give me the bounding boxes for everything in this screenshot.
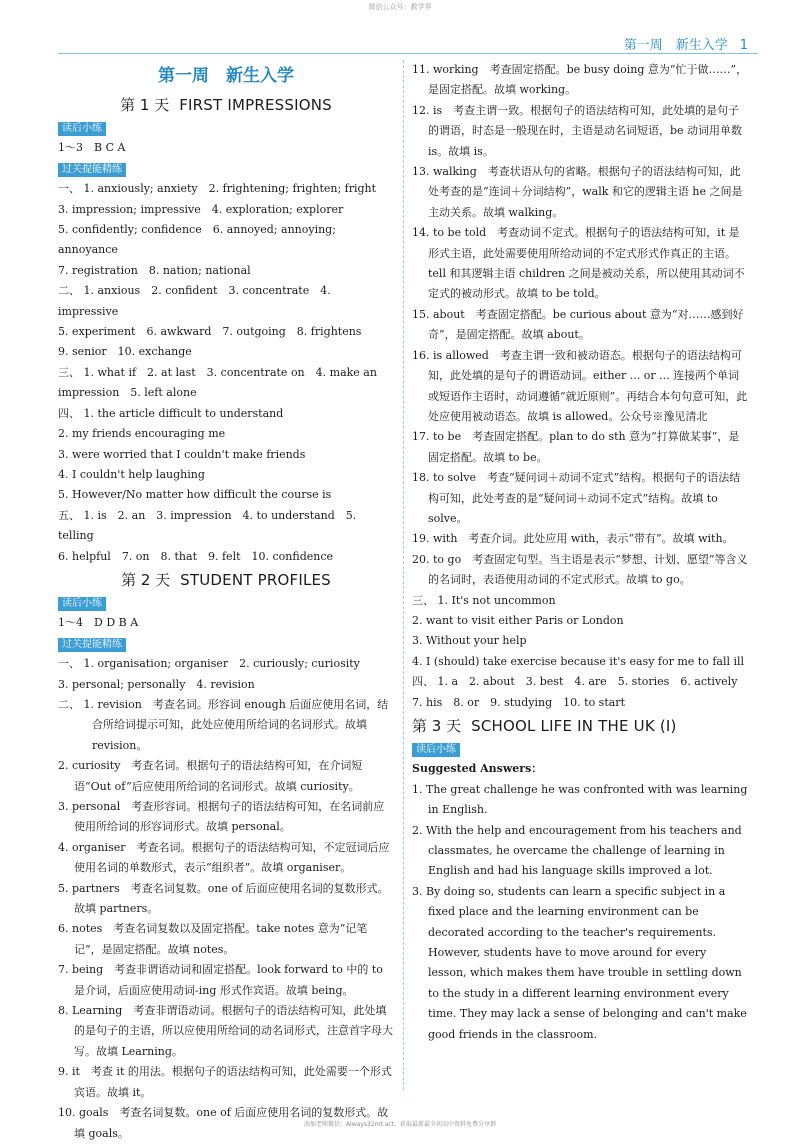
day1-line: 5. experiment 6. awkward 7. outgoing 8. frightens bbox=[58, 325, 362, 339]
day1-line: 5. However/No matter how difficult the course is bbox=[58, 488, 332, 502]
day2-item: 10. goals 考查名词复数。one of 后面应使用名词的复数形式。故填 goals。 bbox=[58, 1106, 389, 1140]
day2-item: 6. notes 考查名词复数以及固定搭配。take notes 意为“记笔记”，是固定搭配。故填 notes。 bbox=[58, 922, 368, 956]
day2-line: 4. I (should) take exercise because it's easy for me to fall ill bbox=[412, 654, 745, 668]
day2-item: 7. being 考查非谓语动词和固定搭配。look forward to 中的 to 是介词，后面应使用动词-ing 形式作宾语。故填 being。 bbox=[58, 963, 383, 997]
day2-line: 3. Without your help bbox=[412, 634, 527, 648]
top-watermark: 微信公众号：教学界 bbox=[368, 3, 432, 11]
day2-item: 二、 1. revision 考查名词。形容词 enough 后面应使用名词，结合所给词提示可知，此处应使用所给词的名词形式。故填 revision。 bbox=[58, 697, 389, 752]
day1-line: 5. confidently; confidence 6. annoyed; annoying; annoyance bbox=[58, 223, 336, 257]
day1-line: 五、 1. is 2. an 3. impression 4. to understand 5. telling bbox=[58, 508, 357, 543]
week-title: 第一周 新生入学 bbox=[158, 66, 294, 86]
day2-line: 三、 1. It's not uncommon bbox=[412, 593, 556, 607]
day2-item: 19. with 考查介词。此处应用 with，表示“带有”。故填 with。 bbox=[412, 532, 734, 546]
day2-item: 2. curiosity 考查名词。根据句子的语法结构可知，在介词短语“Out of”后应使用所给词的名词形式。故填 curiosity。 bbox=[58, 759, 363, 793]
day1-line: 三、 1. what if 2. at last 3. concentrate on 4. make an impression 5. left alone bbox=[58, 365, 377, 400]
day1-line: 3. were worried that I couldn't make friends bbox=[58, 447, 306, 461]
day2-item: 16. is allowed 考查主谓一致和被动语态。根据句子的语法结构可知，此处填的是句子的谓语动词。either ... or ... 连接两个单词或短语作主语时，动词遵循“就近原则”。再结合本句句意可知，此处应使用被动语态。故填 is allowed。公众号※豫见清北 bbox=[412, 348, 748, 423]
day2-item: 9. it 考查 it 的用法。根据句子的语法结构可知，此处需要一个形式宾语。故填 it。 bbox=[58, 1065, 392, 1099]
day2-vocab-tag: 过关提能精练 bbox=[58, 638, 126, 652]
day2-title-en: STUDENT PROFILES bbox=[180, 570, 331, 589]
day2-line: 3. personal; personally 4. revision bbox=[58, 677, 255, 691]
day2-line: 7. his 8. or 9. studying 10. to start bbox=[412, 695, 625, 709]
day2-item: 13. walking 考查状语从句的省略。根据句子的语法结构可知，此处考查的是“连词＋分词结构”，walk 和它的逻辑主语 he 之间是主动关系。故填 walking。 bbox=[412, 165, 743, 219]
day1-line: 4. I couldn't help laughing bbox=[58, 467, 205, 481]
day1-title-cn: 第 1 天 bbox=[120, 96, 170, 114]
day2-item: 4. organiser 考查名词。根据句子的语法结构可知，不定冠词后应使用名词的单数形式，表示“组织者”。故填 organiser。 bbox=[58, 840, 390, 875]
day1-title-en: FIRST IMPRESSIONS bbox=[179, 96, 332, 114]
day2-item: 11. working 考查固定搭配。be busy doing 意为“忙于做……”，是固定搭配。故填 working。 bbox=[412, 63, 748, 97]
day2-item: 8. Learning 考查非谓语动词。根据句子的语法结构可知，此处填的是句子的主语，所以应使用所给词的动名词形式，注意首字母大写。故填 Learning。 bbox=[58, 1004, 393, 1058]
day2-line: 四、 1. a 2. about 3. best 4. are 5. stories 6. actively bbox=[412, 675, 738, 689]
day3-answer: 1. The great challenge he was confronted with was learning in English. bbox=[412, 782, 748, 817]
day1-line: 7. registration 8. nation; national bbox=[58, 263, 251, 277]
day1-line: 9. senior 10. exchange bbox=[58, 345, 192, 359]
left-column bbox=[58, 60, 394, 1144]
day1-vocab-tag: 过关提能精练 bbox=[58, 163, 126, 177]
day2-title bbox=[58, 567, 394, 593]
bottom-watermark: 添加老师微信：Always32mt.act，获取最新最全初高中资料免费分享群 bbox=[303, 1121, 497, 1128]
day2-read-answers: 1～4 D D B A bbox=[58, 616, 139, 630]
day2-item: 17. to be 考查固定搭配。plan to do sth 意为“打算做某事”，是固定搭配。故填 to be。 bbox=[412, 430, 740, 464]
day3-answer: 3. By doing so, students can learn a specific subject in a fixed place and the learning environment can be decorated according to the teacher's requirements. However, students have to move around for every lesson, which makes them have trouble in settling down to the study in a different learning environment every time. They may lack a sense of belonging and can't make good friends in the classroom. bbox=[412, 884, 747, 1041]
page-number: 1 bbox=[739, 38, 748, 53]
running-head bbox=[624, 34, 748, 53]
day2-item: 12. is 考查主谓一致。根据句子的语法结构可知，此处填的是句子的谓语，时态是一般现在时，主语是动名词短语，be 动词用单数 is。故填 is。 bbox=[412, 103, 743, 158]
day2-title-cn: 第 2 天 bbox=[121, 570, 171, 589]
day2-item: 5. partners 考查名词复数。one of 后面应使用名词的复数形式。故填 partners。 bbox=[58, 881, 389, 916]
day3-answer: 2. With the help and encouragement from his teachers and classmates, he overcame the challenge of learning in English and had his language skills improved a lot. bbox=[412, 823, 742, 878]
day1-read-tag: 读后小练 bbox=[58, 122, 106, 136]
suggested-answers-heading: Suggested Answers： bbox=[412, 762, 543, 776]
day2-read-tag: 读后小练 bbox=[58, 597, 106, 611]
right-column bbox=[412, 60, 748, 1045]
day1-title bbox=[58, 92, 394, 118]
day2-line: 一、 1. organisation; organiser 2. curiously; curiosity bbox=[58, 657, 360, 671]
day1-line: 二、 1. anxious 2. confident 3. concentrate 4. impressive bbox=[58, 284, 331, 318]
day1-line: 3. impression; impressive 4. exploration; explorer bbox=[58, 202, 344, 216]
day2-item: 14. to be told 考查动词不定式。根据句子的语法结构可知，it 是形式主语，此处需要使用所给动词的不定式形式作真正的主语。tell 和其逻辑主语 children 之间是被动关系，所以使用其动词不定式的被动形式。故填 to be told。 bbox=[412, 226, 745, 301]
day2-item: 20. to go 考查固定句型。当主语是表示“梦想、计划、愿望”等含义的名词时，表语使用动词的不定式形式。故填 to go。 bbox=[412, 552, 748, 587]
day3-read-tag: 读后小练 bbox=[412, 743, 460, 757]
day1-line: 四、 1. the article difficult to understand bbox=[58, 406, 284, 420]
header-rule bbox=[58, 53, 758, 54]
day3-title bbox=[412, 713, 748, 739]
day2-item: 3. personal 考查形容词。根据句子的语法结构可知，在名词前应使用所给词的形容词形式。故填 personal。 bbox=[58, 800, 385, 834]
day2-item: 15. about 考查固定搭配。be curious about 意为“对……感到好奇”，是固定搭配。故填 about。 bbox=[412, 307, 744, 342]
column-divider bbox=[403, 60, 404, 1090]
day1-line: 一、 1. anxiously; anxiety 2. frightening; frighten; fright bbox=[58, 182, 377, 196]
running-head-title: 第一周 新生入学 bbox=[623, 38, 728, 53]
day1-read-answers: 1～3 B C A bbox=[58, 141, 126, 155]
day1-line: 2. my friends encouraging me bbox=[58, 427, 226, 441]
day2-line: 2. want to visit either Paris or London bbox=[412, 613, 624, 627]
day3-title-cn: 第 3 天 bbox=[412, 717, 462, 735]
day3-title-en: SCHOOL LIFE IN THE UK (Ⅰ) bbox=[471, 717, 677, 735]
day1-line: 6. helpful 7. on 8. that 9. felt 10. confidence bbox=[58, 549, 334, 563]
day2-item: 18. to solve 考查“疑问词＋动词不定式”结构。根据句子的语法结构可知，此处考查的是“疑问词＋动词不定式”结构。故填 to solve。 bbox=[412, 471, 741, 525]
